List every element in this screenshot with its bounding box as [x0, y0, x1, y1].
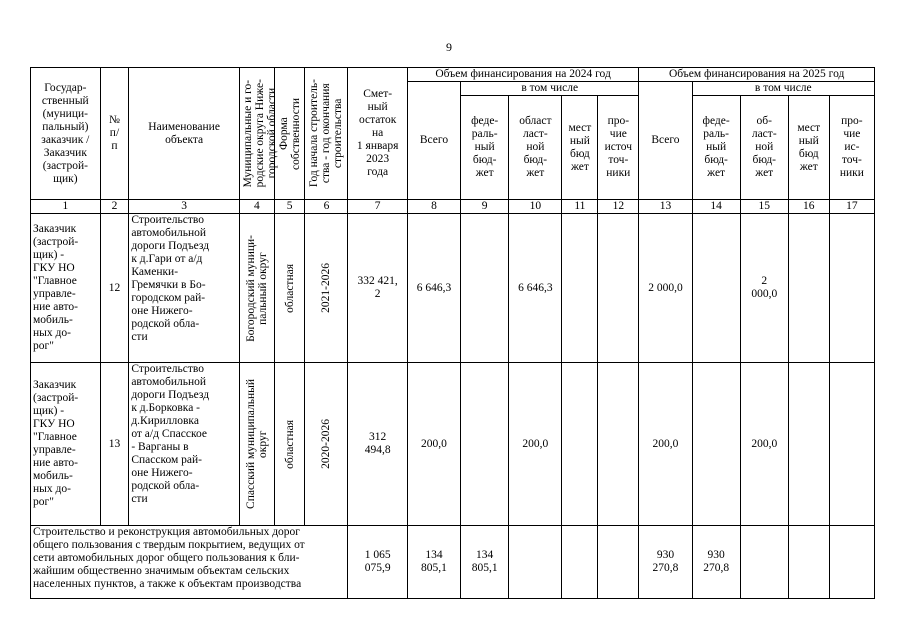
- number-cell: 13: [100, 363, 129, 526]
- header-incl-2025: в том числе: [692, 82, 874, 96]
- column-number: 15: [740, 200, 788, 214]
- federal-2025-cell: [692, 214, 740, 363]
- other-2025-cell: [829, 214, 874, 363]
- column-number: 5: [274, 200, 305, 214]
- local-2024-cell: [562, 363, 598, 526]
- header-incl-2024: в том числе: [461, 82, 639, 96]
- total-2024-cell: 200,0: [407, 363, 460, 526]
- column-number: 7: [348, 200, 407, 214]
- regional-2024-cell: 200,0: [509, 363, 562, 526]
- other-2025-cell: [829, 363, 874, 526]
- column-number: 14: [692, 200, 740, 214]
- district-cell: Спасский муниципальный округ: [239, 363, 274, 526]
- header-number: № п/ п: [100, 68, 129, 200]
- summary-regional-2024-cell: [509, 526, 562, 599]
- header-total-2025: Всего: [639, 82, 692, 200]
- ownership-cell: областная: [274, 214, 305, 363]
- summary-regional-2025-cell: [740, 526, 788, 599]
- other-2024-cell: [598, 214, 639, 363]
- table-row: [31, 363, 875, 526]
- years-cell: 2021-2026: [305, 214, 348, 363]
- header-total-2024: Всего: [407, 82, 460, 200]
- column-number: 4: [239, 200, 274, 214]
- summary-local-2025-cell: [788, 526, 829, 599]
- header-federal-2024: феде- раль- ный бюд- жет: [461, 96, 509, 200]
- table-row: [31, 214, 875, 363]
- total-2025-cell: 2 000,0: [639, 214, 692, 363]
- header-other-2025: про- чие ис- точ- ники: [829, 96, 874, 200]
- page-number: 9: [446, 40, 452, 54]
- district-cell: Богородский муници- пальный округ: [239, 214, 274, 363]
- balance-cell: 312 494,8: [348, 363, 407, 526]
- number-cell: 12: [100, 214, 129, 363]
- federal-2024-cell: [461, 214, 509, 363]
- financing-table: [30, 67, 875, 599]
- header-customer: Государ- ственный (муници- пальный) заказчик / Заказчик (застрой- щик): [31, 68, 101, 200]
- column-number: 13: [639, 200, 692, 214]
- summary-row: [31, 526, 875, 599]
- regional-2025-cell: 2 000,0: [740, 214, 788, 363]
- column-number: 17: [829, 200, 874, 214]
- summary-local-2024-cell: [562, 526, 598, 599]
- local-2025-cell: [788, 214, 829, 363]
- local-2024-cell: [562, 214, 598, 363]
- summary-other-2025-cell: [829, 526, 874, 599]
- header-years: Год начала строитель- ства - год окончания строительства: [305, 68, 348, 200]
- header-object-name: Наименование объекта: [129, 68, 240, 200]
- years-cell: 2020-2026: [305, 363, 348, 526]
- summary-balance-cell: 1 065 075,9: [348, 526, 407, 599]
- balance-cell: 332 421, 2: [348, 214, 407, 363]
- total-2025-cell: 200,0: [639, 363, 692, 526]
- summary-other-2024-cell: [598, 526, 639, 599]
- column-number: 2: [100, 200, 129, 214]
- column-number: 8: [407, 200, 460, 214]
- total-2024-cell: 6 646,3: [407, 214, 460, 363]
- header-regional-2024: област ласт- ной бюд- жет: [509, 96, 562, 200]
- regional-2024-cell: 6 646,3: [509, 214, 562, 363]
- regional-2025-cell: 200,0: [740, 363, 788, 526]
- column-number: 11: [562, 200, 598, 214]
- header-federal-2025: феде- раль- ный бюд- жет: [692, 96, 740, 200]
- federal-2024-cell: [461, 363, 509, 526]
- column-number-row: [31, 200, 875, 214]
- column-number: 16: [788, 200, 829, 214]
- object-name-cell: Строительство автомобильной дороги Подъезд к д.Борковка - д.Кирилловка от а/д Спасское - Варганы в Спасском рай- оне Нижего- родской обла- сти: [129, 363, 240, 526]
- column-number: 12: [598, 200, 639, 214]
- header-local-2025: мест ный бюд жет: [788, 96, 829, 200]
- header-balance: Смет- ный остаток на 1 января 2023 года: [348, 68, 407, 200]
- column-number: 1: [31, 200, 101, 214]
- header-ownership: Форма собственности: [274, 68, 305, 200]
- header-district: Муниципальные и го- родские округа Ниже- городской области: [239, 68, 274, 200]
- header-local-2024: мест ный бюд жет: [562, 96, 598, 200]
- column-number: 10: [509, 200, 562, 214]
- customer-cell: Заказчик (застрой- щик) - ГКУ НО "Главное управле- ние авто- мобиль- ных до- рог": [31, 214, 101, 363]
- summary-total-2025-cell: 930 270,8: [639, 526, 692, 599]
- summary-total-2024-cell: 134 805,1: [407, 526, 460, 599]
- column-number: 3: [129, 200, 240, 214]
- header-fin-2024: Объем финансирования на 2024 год: [407, 68, 638, 82]
- column-number: 9: [461, 200, 509, 214]
- header-fin-2025: Объем финансирования на 2025 год: [639, 68, 875, 82]
- ownership-cell: областная: [274, 363, 305, 526]
- header-regional-2025: об- ласт- ной бюд- жет: [740, 96, 788, 200]
- summary-text-cell: Строительство и реконструкция автомобильных дорог общего пользования с твердым покрытием, ведущих от сети автомобильных дорог общего пользования к бли- жайшим общественно значимым объектам сельских населенных пунктов, а также к объектам производства: [31, 526, 348, 599]
- other-2024-cell: [598, 363, 639, 526]
- customer-cell: Заказчик (застрой- щик) - ГКУ НО "Главное управле- ние авто- мобиль- ных до- рог": [31, 363, 101, 526]
- local-2025-cell: [788, 363, 829, 526]
- summary-federal-2024-cell: 134 805,1: [461, 526, 509, 599]
- federal-2025-cell: [692, 363, 740, 526]
- summary-federal-2025-cell: 930 270,8: [692, 526, 740, 599]
- column-number: 6: [305, 200, 348, 214]
- header-other-2024: про- чие источ точ- ники: [598, 96, 639, 200]
- object-name-cell: Строительство автомобильной дороги Подъезд к д.Гари от а/д Каменки- Гремячки в Бо- городском рай- оне Нижего- родской обла- сти: [129, 214, 240, 363]
